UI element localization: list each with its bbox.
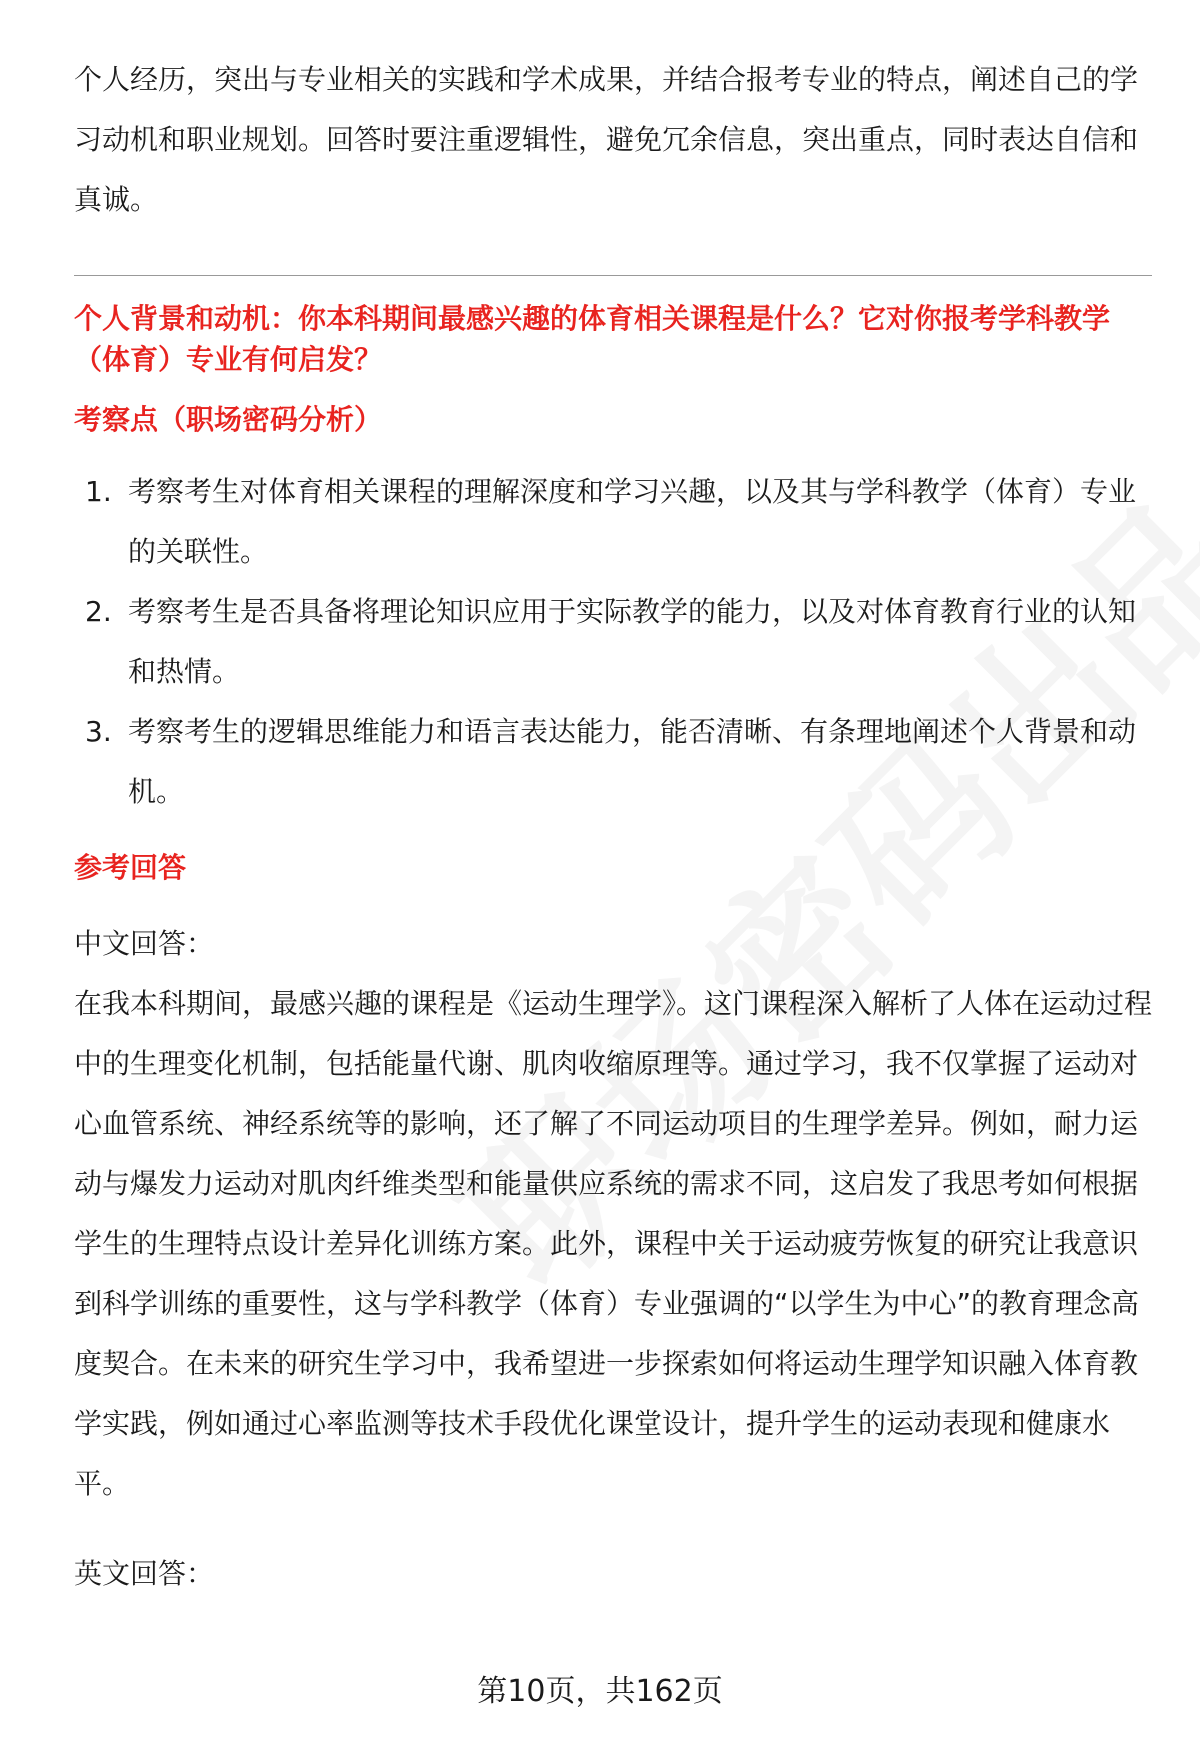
document-page	[74, 50, 1152, 1604]
list-item-text: 考察考生对体育相关课程的理解深度和学习兴趣，以及其与学科教学（体育）专业的关联性。	[128, 475, 1137, 568]
list-item-number: 1.	[85, 475, 112, 508]
intro-paragraph: 个人经历，突出与专业相关的实践和学术成果，并结合报考专业的特点，阐述自己的学习动机和职业规划。回答时要注重逻辑性，避免冗余信息，突出重点，同时表达自信和真诚。	[74, 63, 1139, 216]
list-item	[74, 702, 1152, 822]
list-item	[74, 582, 1152, 702]
chinese-answer: 在我本科期间，最感兴趣的课程是《运动生理学》。这门课程深入解析了人体在运动过程中的生理变化机制，包括能量代谢、肌肉收缩原理等。通过学习，我不仅掌握了运动对心血管系统、神经系统等的影响，还了解了不同运动项目的生理学差异。例如，耐力运动与爆发力运动对肌肉纤维类型和能量供应系统的需求不同，这启发了我思考如何根据学生的生理特点设计差异化训练方案。此外，课程中关于运动疲劳恢复的研究让我意识到科学训练的重要性，这与学科教学（体育）专业强调的“以学生为中心”的教育理念高度契合。在未来的研究生学习中，我希望进一步探索如何将运动生理学知识融入体育教学实践，例如通过心率监测等技术手段优化课堂设计，提升学生的运动表现和健康水平。	[74, 987, 1153, 1500]
list-item-number: 3.	[85, 715, 112, 748]
list-item-text: 考察考生是否具备将理论知识应用于实际教学的能力，以及对体育教育行业的认知和热情。	[128, 595, 1137, 688]
question-title: 个人背景和动机：你本科期间最感兴趣的体育相关课程是什么？它对你报考学科教学（体育）专业有何启发？	[74, 302, 1111, 376]
list-item-text: 考察考生的逻辑思维能力和语言表达能力，能否清晰、有条理地阐述个人背景和动机。	[128, 715, 1137, 808]
page-footer: 第10页，共162页	[477, 1674, 723, 1709]
list-item-number: 2.	[85, 595, 112, 628]
chinese-answer-label: 中文回答：	[74, 927, 215, 960]
exam-points-list	[74, 462, 1152, 822]
section-divider	[74, 275, 1152, 276]
reference-heading: 参考回答	[74, 851, 187, 884]
exam-points-heading: 考察点（职场密码分析）	[74, 403, 383, 436]
list-item	[74, 462, 1152, 582]
english-answer-label: 英文回答：	[74, 1557, 215, 1590]
